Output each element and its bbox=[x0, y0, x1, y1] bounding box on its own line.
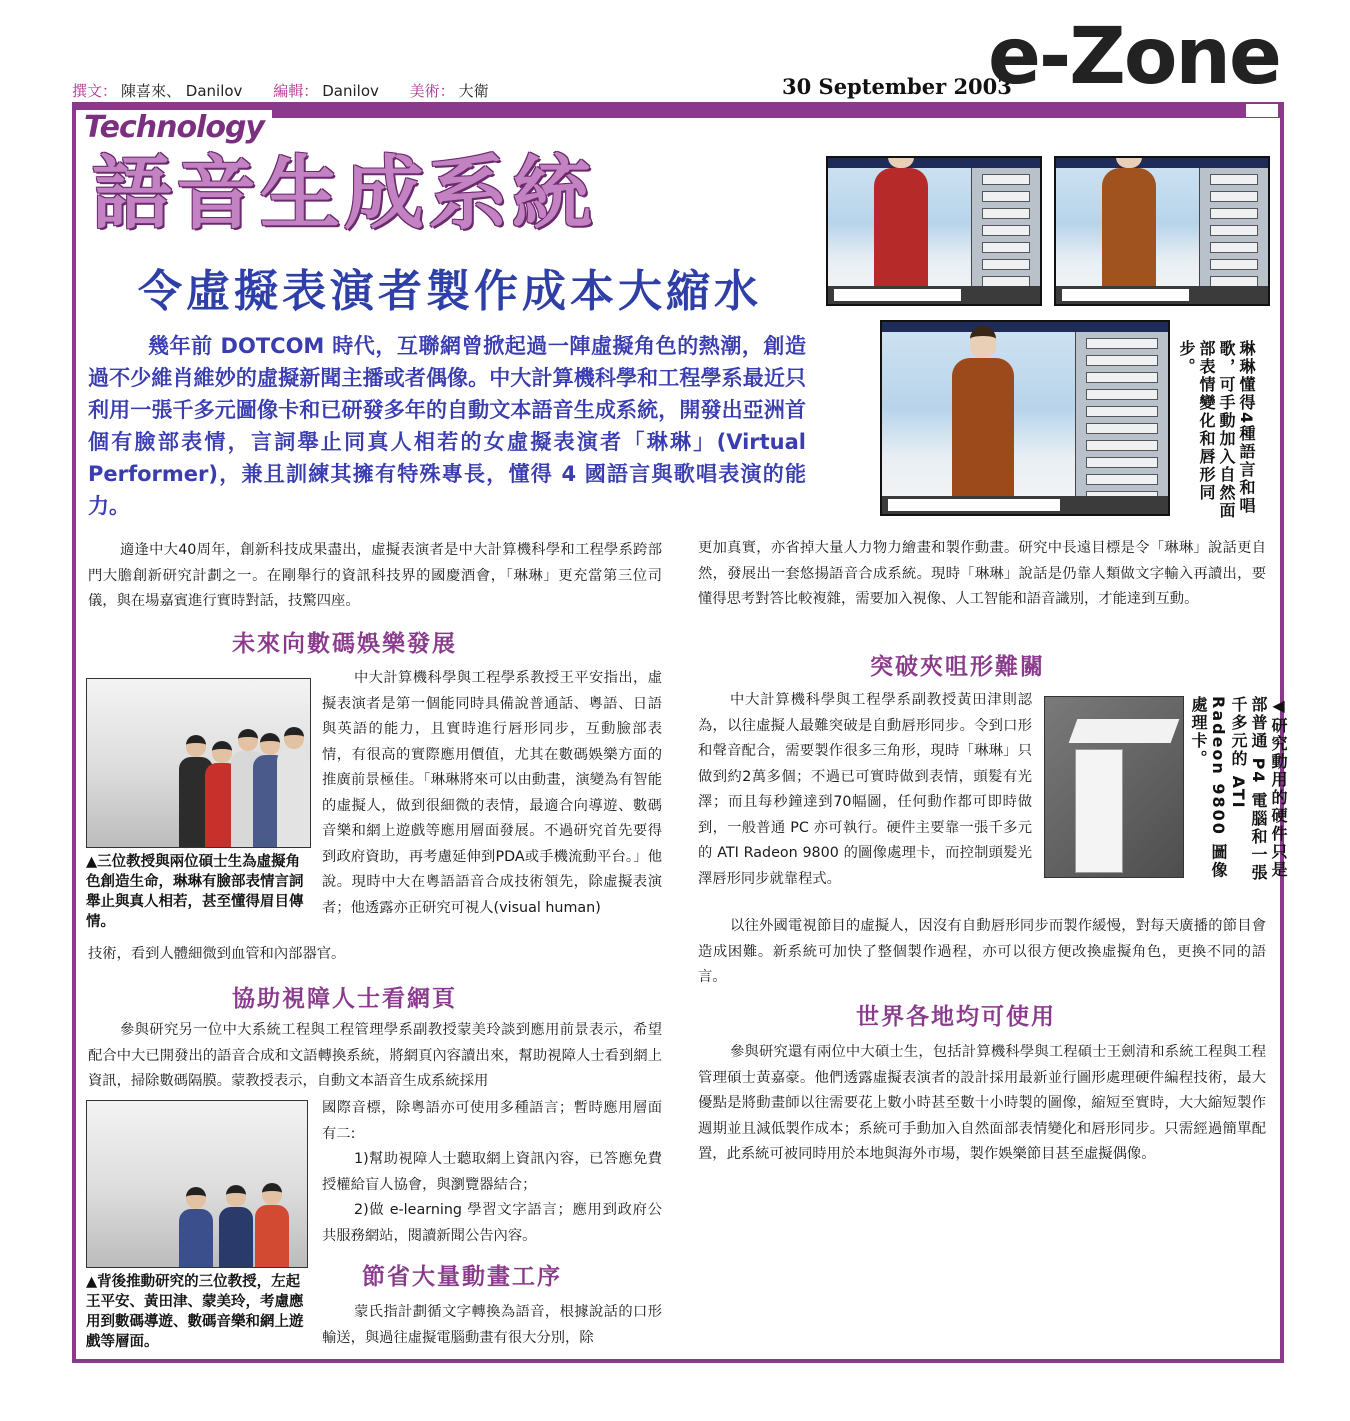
paragraph-continued: 更加真實，亦省掉大量人力物力繪畫和製作動畫。研究中長遠目標是令「琳琳」說話更自然，發展出一套悠揚語音合成系統。現時「琳琳」說話是仍靠人類做文字輸入再讀出，要懂得思考對答比較複雜，需要加入視像、人工智能和語音識別，才能達到互動。 bbox=[698, 540, 1266, 607]
subheadline: 令虛擬表演者製作成本大縮水 bbox=[138, 266, 762, 317]
subheading-digital-entertainment: 未來向數碼娛樂發展 bbox=[232, 631, 457, 657]
credit-editor: 編輯： Danilov bbox=[273, 82, 379, 100]
subheading-save-animation: 節省大量動畫工序 bbox=[362, 1264, 562, 1290]
ezone-logo: e-Zone bbox=[988, 12, 1280, 102]
credit-writer: 撰文： 陳喜來、 Danilov bbox=[72, 82, 243, 100]
paragraph-tv: 以往外國電視節目的虛擬人，因沒有自動唇形同步而製作緩慢，對每天廣播的節目會造成困難。新系統可加快了整個製作過程，亦可以很方便改換虛擬角色，更換不同的語言。 bbox=[698, 918, 1266, 985]
photo-team-caption: ▲三位教授與兩位碩士生為虛擬角色創造生命，琳琳有臉部表情言詞舉止與真人相若，甚至懂得眉目傳情。 bbox=[86, 854, 304, 930]
section-tab bbox=[76, 110, 272, 145]
keyboard-icon bbox=[1069, 719, 1180, 743]
text-input-bar bbox=[828, 286, 1040, 304]
subheading-worldwide: 世界各地均可使用 bbox=[856, 1004, 1056, 1030]
pc-caption: ◀研究動用的硬件只是部普通 P4 電腦和一張千多元的 ATI Radeon 9800 圖像處理卡。 bbox=[1189, 696, 1288, 882]
paragraph-wang-tail: 技術，看到人體細微到血管和內部器官。 bbox=[88, 946, 346, 962]
photo-pc-hardware bbox=[1044, 696, 1184, 878]
paragraph-wong: 中大計算機科學與工程學系副教授黃田津則認為，以往虛擬人最難突破是自動唇形同步。令到口形和聲音配合，需要製作很多三角形，現時「琳琳」只做到約2萬多個；不過已可實時做到表情，頭髮有光澤；而且每秒鐘達到70幅圖，任何動作都可即時做到，一般普通 PC 亦可執行。硬件主要靠一張千多元的 ATI Radeon 9800 的圖像處理卡，而控制頭髮光澤唇形同步就靠程式。 bbox=[698, 692, 1032, 887]
person bbox=[277, 727, 311, 847]
paragraph-animation: 蒙氏指計劃循文字轉換為語音，根據說話的口形輸送，與過往虛擬電腦動畫有很大分別，除 bbox=[322, 1304, 662, 1346]
person bbox=[255, 1183, 289, 1267]
virtual-performer-figure bbox=[944, 326, 1024, 496]
section-label: Technology bbox=[84, 110, 264, 145]
photo-professors bbox=[86, 1100, 308, 1268]
virtual-performer-figure bbox=[1094, 156, 1164, 286]
screenshot-3 bbox=[880, 320, 1170, 516]
issue-date: 30 September 2003 bbox=[782, 74, 1012, 99]
paragraph-students: 參與研究還有兩位中大碩士生，包括計算機科學與工程碩士王劍清和系統工程與工程管理碩士黃嘉豪。他們透露虛擬表演者的設計採用最新並行圖形處理硬件編程技術，最大優點是將動畫師以往需要花上數小時甚至數十小時製的圖像，縮短至實時，大大縮短製作週期並且減低製作成本；系統可手動加入自然面部表情變化和唇形同步。只需經過簡單配置，此系統可被同時用於本地與海外市場，製作娛樂節目甚至虛擬偶像。 bbox=[698, 1044, 1266, 1162]
page-icon bbox=[1246, 104, 1278, 117]
lead-paragraph: 幾年前 DOTCOM 時代，互聯網曾掀起過一陣虛擬角色的熱潮，創造過不少維肖維妙的虛擬新聞主播或者偶像。中大計算機科學和工程學系最近只利用一張千多元圖像卡和已研發多年的自動文本語音生成系統，開發出亞洲首個有臉部表情，言詞舉止同真人相若的女虛擬表演者「琳琳」(Virtual Performer)，兼且訓練其擁有特殊專長，懂得 4 國語言與歌唱表演的能力。 bbox=[88, 334, 806, 518]
headline: 語音生成系統 bbox=[92, 147, 596, 240]
person bbox=[219, 1185, 253, 1267]
paragraph-meng: 參與研究另一位中大系統工程與工程管理學系副教授蒙美玲談到應用前景表示，希望配合中大已開發出的語音合成和文語轉換系統，將網頁內容讀出來，幫助視障人士看到網上資訊，掃除數碼隔膜。蒙教授表示，自動文本語音生成系統採用 bbox=[88, 1022, 662, 1089]
screenshot-caption: 琳琳懂得4種語言和唱歌，可手動加入自然面部表情變化和唇形同步。 bbox=[1177, 340, 1256, 520]
screenshot-1 bbox=[826, 156, 1042, 306]
photo-team bbox=[86, 678, 311, 848]
screenshot-2 bbox=[1054, 156, 1270, 306]
photo-professors-caption: ▲背後推動研究的三位教授，左起王平安、黃田津、蒙美玲，考慮應用到數碼導遊、數碼音樂和網上遊戲等層面。 bbox=[86, 1274, 304, 1350]
credits-line bbox=[72, 80, 515, 101]
person bbox=[179, 1187, 213, 1267]
subheading-lip-sync: 突破夾咀形難關 bbox=[870, 654, 1045, 680]
control-panel bbox=[1075, 332, 1168, 496]
credit-art: 美術： 大衛 bbox=[409, 82, 489, 100]
paragraph-meng-wrap: 國際音標，除粵語亦可使用多種語言；暫時應用層面有二: 1)幫助視障人士聽取網上資訊內容，已答應免費授權給盲人協會，與瀏覽器結合； 2)做 e-learning 學習文字語言；應用到政府公共服務網站，閱讀新聞公告內容。 bbox=[322, 1100, 662, 1244]
control-panel bbox=[1199, 168, 1268, 286]
window-titlebar bbox=[882, 322, 1168, 332]
paragraph-wang: 中大計算機科學與工程學系教授王平安指出，虛擬表演者是第一個能同時具備說普通話、粵語、日語與英語的能力，且實時進行唇形同步，互動臉部表情，有很高的實際應用價值，尤其在數碼娛樂方面的推廣前景極佳。「琳琳將來可以由動畫，演變為有智能的虛擬人，做到很細微的表情，最適合向導遊、數碼音樂和網上遊戲等應用層面發展。不過研究首先要得到政府資助，再考慮延伸到PDA或手機流動平台。」他說。現時中大在粵語語音合成技術領先，除虛擬表演者；他透露亦正研究可視人(visual human) bbox=[322, 670, 662, 916]
virtual-performer-figure bbox=[866, 156, 936, 286]
pc-tower-icon bbox=[1075, 749, 1123, 873]
text-input-bar bbox=[882, 496, 1168, 514]
intro-paragraph: 適逢中大40周年，創新科技成果盡出，虛擬表演者是中大計算機科學和工程學系跨部門大膽創新研究計劃之一。在剛舉行的資訊科技界的國慶酒會，「琳琳」更充當第三位司儀，與在場嘉賓進行實時對話，技驚四座。 bbox=[88, 542, 662, 609]
subheading-visually-impaired: 協助視障人士看網頁 bbox=[232, 986, 457, 1012]
text-input-bar bbox=[1056, 286, 1268, 304]
control-panel bbox=[971, 168, 1040, 286]
